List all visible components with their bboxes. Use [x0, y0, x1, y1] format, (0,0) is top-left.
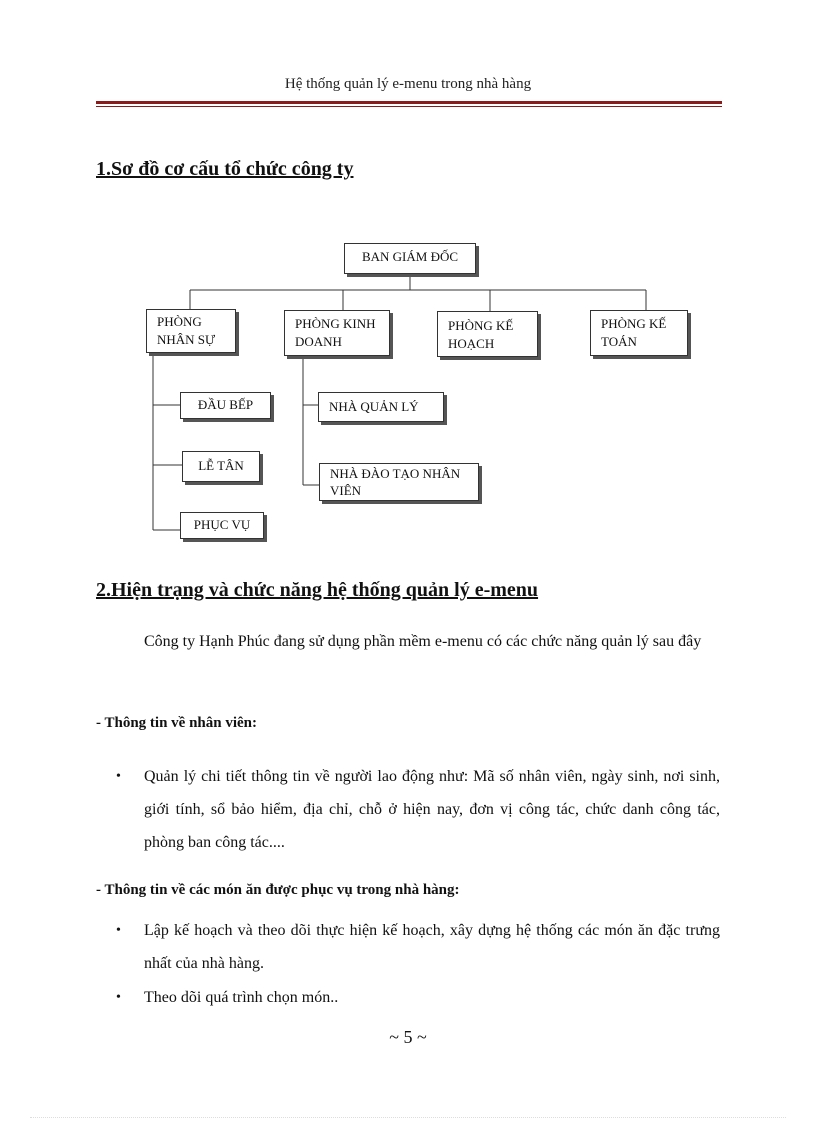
org-box-nha-dao-tao: NHÀ ĐÀO TẠO NHÂN VIÊN: [319, 463, 479, 501]
org-box-phuc-vu: PHỤC VỤ: [180, 512, 264, 539]
list-item-text: Lập kế hoạch và theo dõi thực hiện kế hoạch, xây dựng hệ thống các món ăn đặc trưng nhất của nhà hàng.: [144, 922, 720, 972]
page-number: ~ 5 ~: [389, 1027, 427, 1047]
org-box-ke-hoach: PHÒNG KẾ HOẠCH: [437, 311, 538, 357]
list-item: [116, 760, 720, 859]
org-box-root: BAN GIÁM ĐỐC: [344, 243, 476, 274]
bullet-icon: •: [116, 769, 121, 784]
org-box-ke-toan: PHÒNG KẾ TOÁN: [590, 310, 688, 356]
section-2-heading: 2.Hiện trạng và chức năng hệ thống quản lý e-menu: [96, 579, 539, 601]
bullet-icon: •: [116, 990, 121, 1005]
org-box-dau-bep: ĐẦU BẾP: [180, 392, 271, 419]
staff-info-label: - Thông tin về nhân viên:: [96, 715, 258, 731]
list-item-text: Theo dõi quá trình chọn món..: [144, 989, 339, 1006]
org-box-nhan-su: PHÒNG NHÂN SỰ: [146, 309, 236, 353]
list-item: [116, 981, 720, 1014]
intro-paragraph: [96, 625, 718, 658]
org-box-kinh-doanh: PHÒNG KINH DOANH: [284, 310, 390, 356]
org-box-nha-quan-ly: NHÀ QUẢN LÝ: [318, 392, 444, 422]
bullet-icon: •: [116, 923, 121, 938]
dish-info-label: - Thông tin về các món ăn được phục vụ trong nhà hàng:: [96, 882, 460, 898]
intro-text: Công ty Hạnh Phúc đang sử dụng phần mềm e-menu có các chức năng quản lý sau đây: [144, 633, 702, 650]
list-item-text: Quản lý chi tiết thông tin về người lao động như: Mã số nhân viên, ngày sinh, nơi sinh, giới tính, sổ bảo hiểm, địa chỉ, chỗ ở hiện nay, đơn vị công tác, chức danh công tác, phòng ban công tác....: [144, 768, 720, 851]
section-1-heading: 1.Sơ đồ cơ cấu tổ chức công ty: [96, 158, 354, 180]
list-item: [116, 914, 720, 980]
org-box-le-tan: LỄ TÂN: [182, 451, 260, 482]
footer-divider: [30, 1117, 786, 1119]
page-header-title: Hệ thống quản lý e-menu trong nhà hàng: [284, 76, 532, 92]
